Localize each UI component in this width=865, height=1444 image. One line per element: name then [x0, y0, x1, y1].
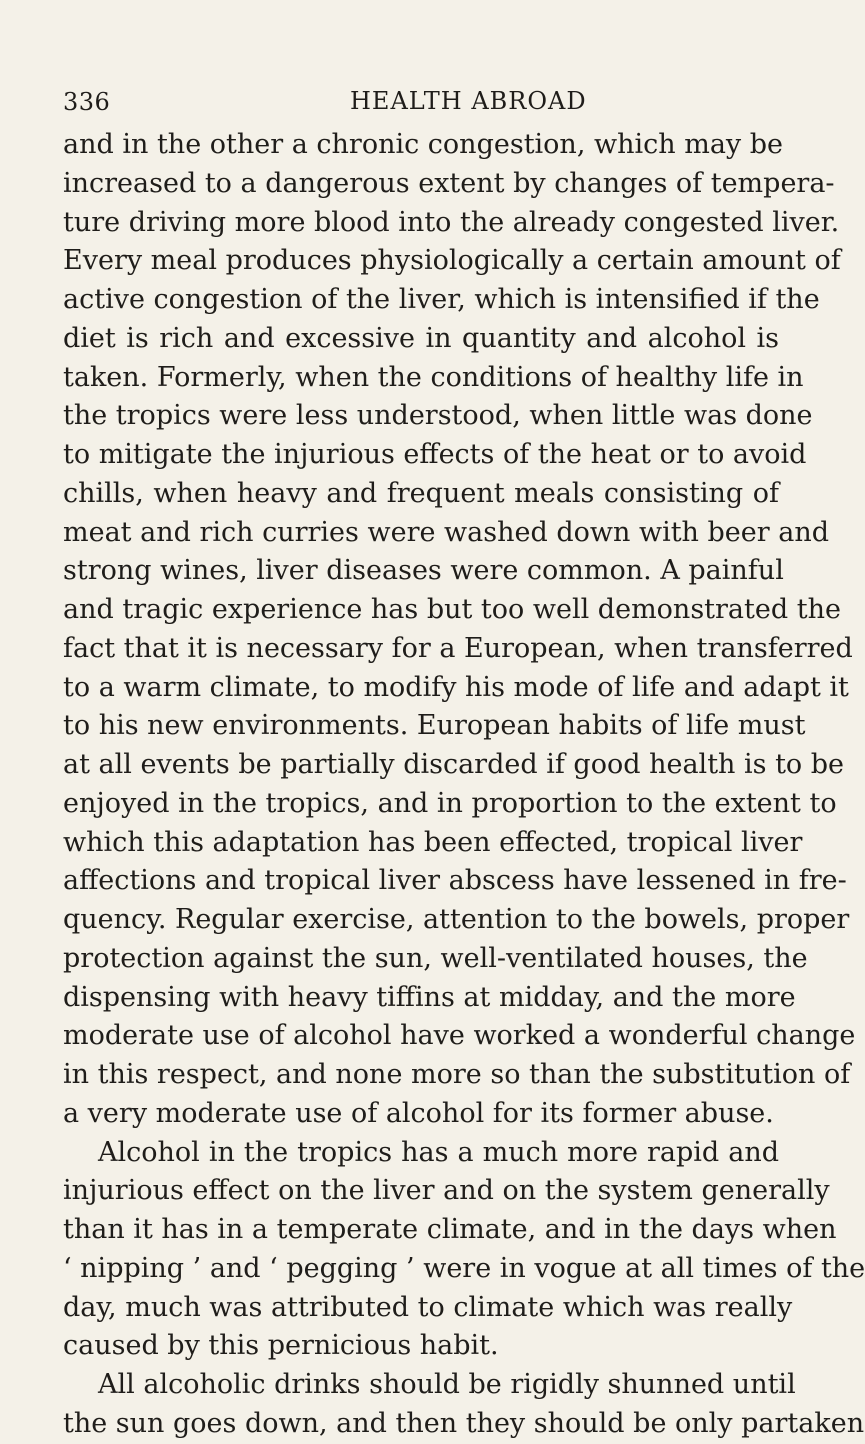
- text-line: day, much was attributed to climate which was really: [63, 1291, 793, 1323]
- text-line: and in the other a chronic congestion, which may be: [63, 129, 784, 160]
- text-line: chills, when heavy and frequent meals consisting of: [63, 477, 779, 509]
- text-line: quency. Regular exercise, attention to the bowels, proper: [63, 904, 850, 935]
- text-line: Every meal produces physiologically a certain amount of: [63, 245, 841, 277]
- text-line: ‘ nipping ’ and ‘ pegging ’ were in vogue at all times of the: [63, 1252, 865, 1284]
- paragraph-last-line: a very moderate use of alcohol for its former abuse.: [63, 1097, 774, 1129]
- page-number: 336: [63, 88, 111, 116]
- text-line: enjoyed in the tropics, and in proportion to the extent to: [63, 787, 837, 819]
- text-line: strong wines, liver diseases were common. A painful: [63, 555, 784, 587]
- text-line: to his new environments. European habits of life must: [63, 710, 806, 742]
- running-head: HEALTH ABROAD: [350, 87, 587, 115]
- text-line: diet is rich and excessive in quantity and alcohol is: [63, 322, 779, 354]
- text-line: to a warm climate, to modify his mode of life and adapt it: [63, 671, 849, 703]
- text-line: to mitigate the injurious effects of the heat or to avoid: [63, 439, 807, 470]
- text-line: at all events be partially discarded if good health is to be: [63, 749, 845, 780]
- body-text: [63, 126, 865, 1444]
- text-line: meat and rich curries were washed down with beer and: [63, 516, 830, 548]
- text-line: taken. Formerly, when the conditions of healthy life in: [63, 361, 804, 393]
- text-line: than it has in a temperate climate, and in the days when: [63, 1214, 837, 1245]
- text-line: the sun goes down, and then they should be only partaken: [63, 1407, 865, 1439]
- text-line: fact that it is necessary for a European, when transferred: [63, 632, 853, 664]
- text-line: in this respect, and none more so than the substitution of: [63, 1059, 851, 1090]
- text-line: the tropics were less understood, when little was done: [63, 400, 813, 432]
- text-line: ture driving more blood into the already congested liver.: [63, 206, 840, 238]
- text-line: active congestion of the liver, which is intensified if the: [63, 284, 820, 315]
- paragraph-last-line: caused by this pernicious habit.: [63, 1330, 499, 1362]
- text-line: moderate use of alcohol have worked a wonderful change: [63, 1020, 856, 1052]
- text-line: protection against the sun, well-ventilated houses, the: [63, 942, 808, 974]
- text-line: dispensing with heavy tiffins at midday, and the more: [63, 981, 796, 1013]
- text-line: increased to a dangerous extent by changes of tempera-: [63, 167, 835, 199]
- text-line: injurious effect on the liver and on the system generally: [63, 1175, 830, 1207]
- text-line: which this adaptation has been effected, tropical liver: [63, 826, 803, 858]
- paragraph-first-line: All alcoholic drinks should be rigidly shunned until: [98, 1369, 796, 1400]
- text-line: affections and tropical liver abscess have lessened in fre-: [63, 865, 847, 897]
- text-line: and tragic experience has but too well demonstrated the: [63, 594, 841, 625]
- paragraph-first-line: Alcohol in the tropics has a much more rapid and: [98, 1136, 779, 1168]
